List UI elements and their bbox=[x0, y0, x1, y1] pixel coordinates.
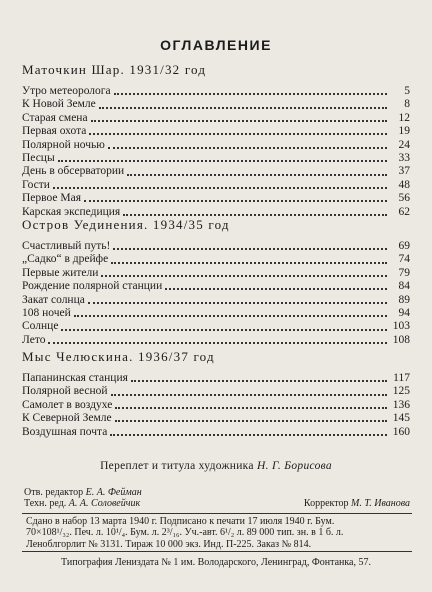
toc-entry-title: Утро метеоролога bbox=[22, 85, 111, 97]
dot-leader bbox=[111, 261, 387, 264]
toc-entry bbox=[22, 320, 410, 333]
toc-entry-title: Лето bbox=[22, 333, 46, 346]
dot-leader bbox=[53, 186, 387, 189]
toc-entry bbox=[22, 179, 410, 192]
dot-leader bbox=[84, 199, 387, 202]
toc-entry-page: 117 bbox=[393, 372, 410, 384]
toc-entry bbox=[22, 125, 410, 138]
toc-entry-title: Первые жители bbox=[22, 266, 99, 279]
page-title: ОГЛАВЛЕНИЕ bbox=[160, 37, 272, 53]
section-matochkin-shar bbox=[22, 61, 410, 219]
resp-editor-label: Отв. редактор bbox=[24, 487, 84, 498]
dot-leader bbox=[88, 301, 387, 304]
toc-entry bbox=[22, 253, 410, 266]
toc-entry-page: 33 bbox=[398, 151, 410, 164]
proofreader bbox=[304, 498, 410, 509]
toc-entry-title: Рождение полярной станции bbox=[22, 280, 163, 293]
resp-editor-name: Е. А. Фейман bbox=[85, 487, 142, 498]
illustrator-text: Переплет и титула художника bbox=[100, 460, 254, 472]
illustrator-credit bbox=[0, 460, 432, 472]
tech-editor-name: А. А. Соловейчик bbox=[68, 498, 141, 509]
toc-entry bbox=[22, 294, 410, 307]
section-heading: Остров Уединения. 1934/35 год bbox=[22, 217, 230, 232]
section-ostrov-uedineniya bbox=[22, 216, 410, 347]
dot-leader bbox=[131, 379, 387, 382]
toc-list bbox=[22, 240, 410, 347]
imprint-line: Сдано в набор 13 марта 1940 г. Подписано к печати 17 июля 1940 г. Бум. bbox=[26, 516, 335, 527]
toc-entry-title: Полярной ночью bbox=[22, 138, 105, 151]
toc-entry bbox=[22, 372, 410, 385]
proofreader-label: Корректор bbox=[303, 498, 349, 509]
toc-entry bbox=[22, 399, 410, 412]
divider-top bbox=[22, 513, 412, 514]
toc-entry-page: 69 bbox=[398, 240, 410, 252]
toc-list bbox=[22, 85, 410, 219]
toc-entry-title: Полярной весной bbox=[22, 385, 108, 398]
toc-entry-title: Солнце bbox=[22, 320, 59, 333]
dot-leader bbox=[74, 314, 387, 317]
toc-entry-page: 19 bbox=[398, 125, 410, 138]
toc-entry-page: 79 bbox=[398, 266, 410, 279]
toc-entry bbox=[22, 112, 410, 125]
dot-leader bbox=[58, 159, 387, 162]
editor-line bbox=[24, 487, 410, 498]
toc-entry bbox=[22, 385, 410, 398]
dot-leader bbox=[127, 173, 387, 176]
toc-entry-page: 5 bbox=[404, 85, 410, 97]
toc-entry-page: 24 bbox=[398, 138, 410, 151]
dot-leader bbox=[165, 287, 387, 290]
toc-entry-title: Воздушная почта bbox=[22, 425, 108, 438]
toc-entry-page: 108 bbox=[392, 333, 410, 346]
toc-entry bbox=[22, 307, 410, 320]
toc-entry-title: Счастливый путь! bbox=[22, 240, 111, 252]
toc-entry-page: 12 bbox=[398, 111, 410, 124]
proofreader-name: М. Т. Иванова bbox=[351, 498, 410, 509]
toc-entry-title: „Садко“ в дрейфе bbox=[22, 253, 109, 266]
dot-leader bbox=[111, 393, 387, 396]
toc-entry-title: К Новой Земле bbox=[22, 98, 96, 111]
imprint-block bbox=[26, 516, 412, 550]
toc-entry-title: 108 ночей bbox=[22, 306, 71, 319]
dot-leader bbox=[114, 92, 387, 95]
toc-entry bbox=[22, 334, 410, 347]
toc-entry-page: 62 bbox=[398, 205, 410, 218]
dot-leader bbox=[99, 106, 387, 109]
toc-entry-page: 56 bbox=[398, 192, 410, 205]
toc-entry-title: Старая смена bbox=[22, 111, 88, 124]
dot-leader bbox=[115, 419, 387, 422]
toc-entry-page: 84 bbox=[398, 280, 410, 293]
toc-entry bbox=[22, 240, 410, 253]
toc-entry-title: Песцы bbox=[22, 151, 55, 164]
toc-entry-page: 125 bbox=[392, 385, 410, 398]
toc-entry bbox=[22, 267, 410, 280]
imprint-line: 70×108¹/₃₂. Печ. л. 10¹/₄. Бум. л. 2³/₁₆. Уч.-авт. 6¹/₂ л. 89 000 тип. зн. в 1 б. л. bbox=[26, 527, 344, 539]
toc-entry-title: Самолет в воздухе bbox=[22, 398, 113, 411]
toc-entry-page: 48 bbox=[398, 178, 410, 191]
toc-entry-title: Закат солнца bbox=[22, 293, 85, 306]
toc-entry-page: 37 bbox=[398, 165, 410, 178]
toc-entry bbox=[22, 85, 410, 98]
dot-leader bbox=[113, 247, 387, 250]
printing-house: Типография Лениздата № 1 им. Володарского, Ленинград, Фонтанка, 57. bbox=[61, 557, 371, 568]
dot-leader bbox=[91, 119, 387, 122]
toc-entry bbox=[22, 192, 410, 205]
toc-entry bbox=[22, 139, 410, 152]
toc-entry bbox=[22, 98, 410, 111]
toc-entry bbox=[22, 412, 410, 425]
toc-entry-page: 89 bbox=[398, 293, 410, 306]
toc-entry-page: 8 bbox=[404, 98, 410, 111]
imprint-line: Леноблгорлит № 3131. Тираж 10 000 экз. Инд. П-225. Заказ № 814. bbox=[26, 538, 312, 550]
toc-entry bbox=[22, 280, 410, 293]
toc-entry-title: День в обсерватории bbox=[22, 165, 125, 178]
toc-entry-page: 136 bbox=[392, 398, 410, 411]
dot-leader bbox=[110, 433, 387, 436]
toc-list bbox=[22, 372, 410, 439]
dot-leader bbox=[48, 341, 387, 344]
toc-entry-title: Первая охота bbox=[22, 125, 87, 138]
section-heading: Мыс Челюскина. 1936/37 год bbox=[22, 349, 215, 364]
toc-entry-title: К Северной Земле bbox=[22, 412, 112, 425]
toc-entry-page: 94 bbox=[398, 306, 410, 319]
toc-entry-title: Гости bbox=[22, 178, 50, 191]
dot-leader bbox=[89, 132, 387, 135]
dot-leader bbox=[115, 406, 387, 409]
toc-entry bbox=[22, 165, 410, 178]
divider-bottom bbox=[22, 551, 412, 552]
section-heading: Маточкин Шар. 1931/32 год bbox=[22, 62, 207, 77]
toc-entry-page: 74 bbox=[398, 253, 410, 266]
toc-entry bbox=[22, 426, 410, 439]
illustrator-name: Н. Г. Борисова bbox=[256, 460, 332, 472]
tech-editor-line bbox=[24, 498, 410, 509]
toc-entry-page: 160 bbox=[392, 425, 410, 438]
tech-editor-label: Техн. ред. bbox=[24, 498, 67, 509]
dot-leader bbox=[61, 328, 387, 331]
toc-entry-title: Карская экспедиция bbox=[22, 205, 121, 218]
toc-entry bbox=[22, 152, 410, 165]
toc-entry-page: 145 bbox=[392, 412, 410, 425]
toc-entry-title: Папанинская станция bbox=[22, 372, 128, 384]
toc-entry-page: 103 bbox=[392, 320, 410, 333]
dot-leader bbox=[101, 274, 387, 277]
toc-entry-title: Первое Мая bbox=[22, 192, 81, 205]
section-mys-chelyuskina bbox=[22, 348, 410, 439]
dot-leader bbox=[108, 146, 387, 149]
